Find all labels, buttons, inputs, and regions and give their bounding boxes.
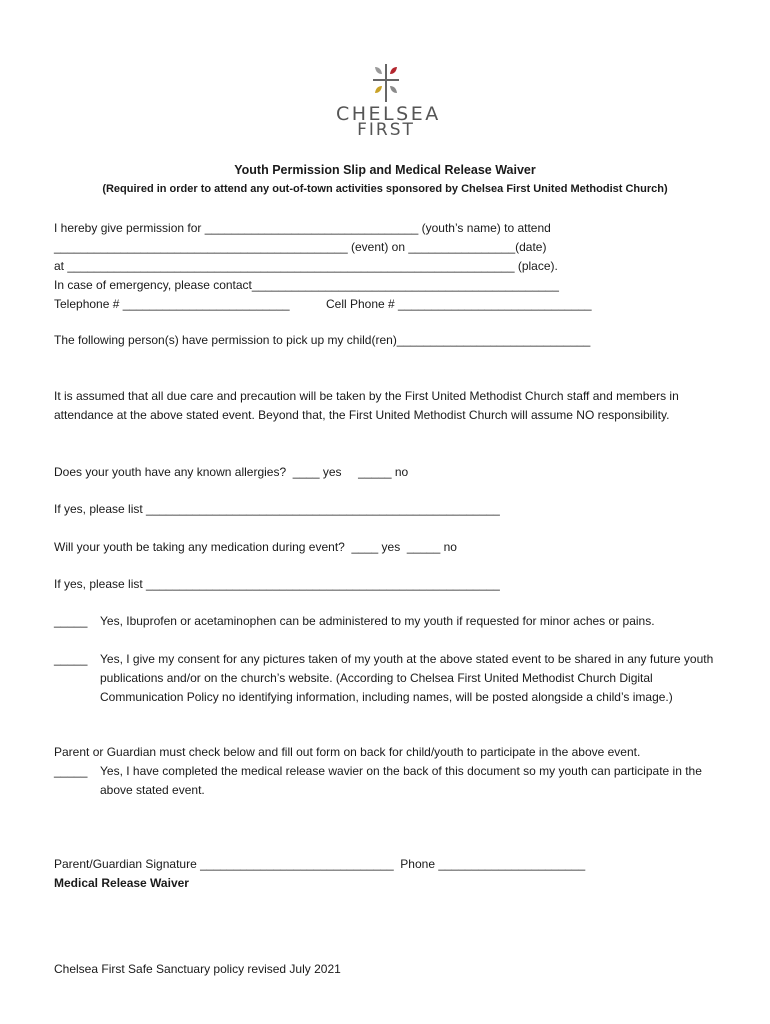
guardian-note: Parent or Guardian must check below and fill out form on back for child/youth to participate in the above event. <box>54 745 641 759</box>
logo-text-line1: CHELSEA <box>336 103 441 125</box>
medical-checkbox-blank: _____ <box>54 764 88 778</box>
cell-phone-field: Cell Phone # _____________________________ <box>326 297 592 311</box>
event-date-line: ____________________________________________ (event) on ________________(date) <box>54 240 547 254</box>
logo-text-line2: FIRST <box>357 120 415 140</box>
medication-question: Will your youth be taking any medication during event? ____ yes _____ no <box>54 540 457 554</box>
place-line: at ___________________________________________________________________ (place). <box>54 259 558 273</box>
allergies-list-line: If yes, please list _____________________________________________________ <box>54 502 500 516</box>
medical-release-heading: Medical Release Waiver <box>54 876 189 890</box>
emergency-contact-line: In case of emergency, please contact______________________________________________ <box>54 278 559 292</box>
ibuprofen-checkbox-blank: _____ <box>54 614 88 628</box>
cross-leaves-icon <box>371 64 401 102</box>
pictures-checkbox-blank: _____ <box>54 652 88 666</box>
responsibility-paragraph: It is assumed that all due care and precaution will be taken by the First United Methodist Church staff and members in attendance at the above stated event. Beyond that, the First United Methodist Church will assume NO responsibility. <box>54 389 679 422</box>
pickup-line: The following person(s) have permission to pick up my child(ren)_____________________________ <box>54 333 591 347</box>
signature-line: Parent/Guardian Signature _____________________________ Phone ______________________ <box>54 857 586 871</box>
medication-list-line: If yes, please list _____________________________________________________ <box>54 577 500 591</box>
ibuprofen-consent-text: Yes, Ibuprofen or acetaminophen can be administered to my youth if requested for minor aches or pains. <box>100 614 655 628</box>
medical-release-confirm-text: Yes, I have completed the medical release wavier on the back of this document so my youth can participate in the above stated event. <box>100 764 702 797</box>
pictures-consent-text: Yes, I give my consent for any pictures taken of my youth at the above stated event to be shared in any future youth publications and/or on the church’s website. (According to Chelsea First United Methodist Church Digital Communication Policy no identifying information, including names, will be posted alongside a child’s image.) <box>100 652 714 704</box>
footer-policy-note: Chelsea First Safe Sanctuary policy revised July 2021 <box>54 962 341 976</box>
telephone-field: Telephone # _________________________ <box>54 297 290 311</box>
church-logo <box>336 64 441 140</box>
allergies-question: Does your youth have any known allergies? ____ yes _____ no <box>54 465 409 479</box>
permission-line: I hereby give permission for ________________________________ (youth’s name) to attend <box>54 221 551 235</box>
document-subtitle: (Required in order to attend any out-of-town activities sponsored by Chelsea First United Methodist Church) <box>102 183 668 195</box>
document-title: Youth Permission Slip and Medical Release Waiver <box>234 163 536 177</box>
